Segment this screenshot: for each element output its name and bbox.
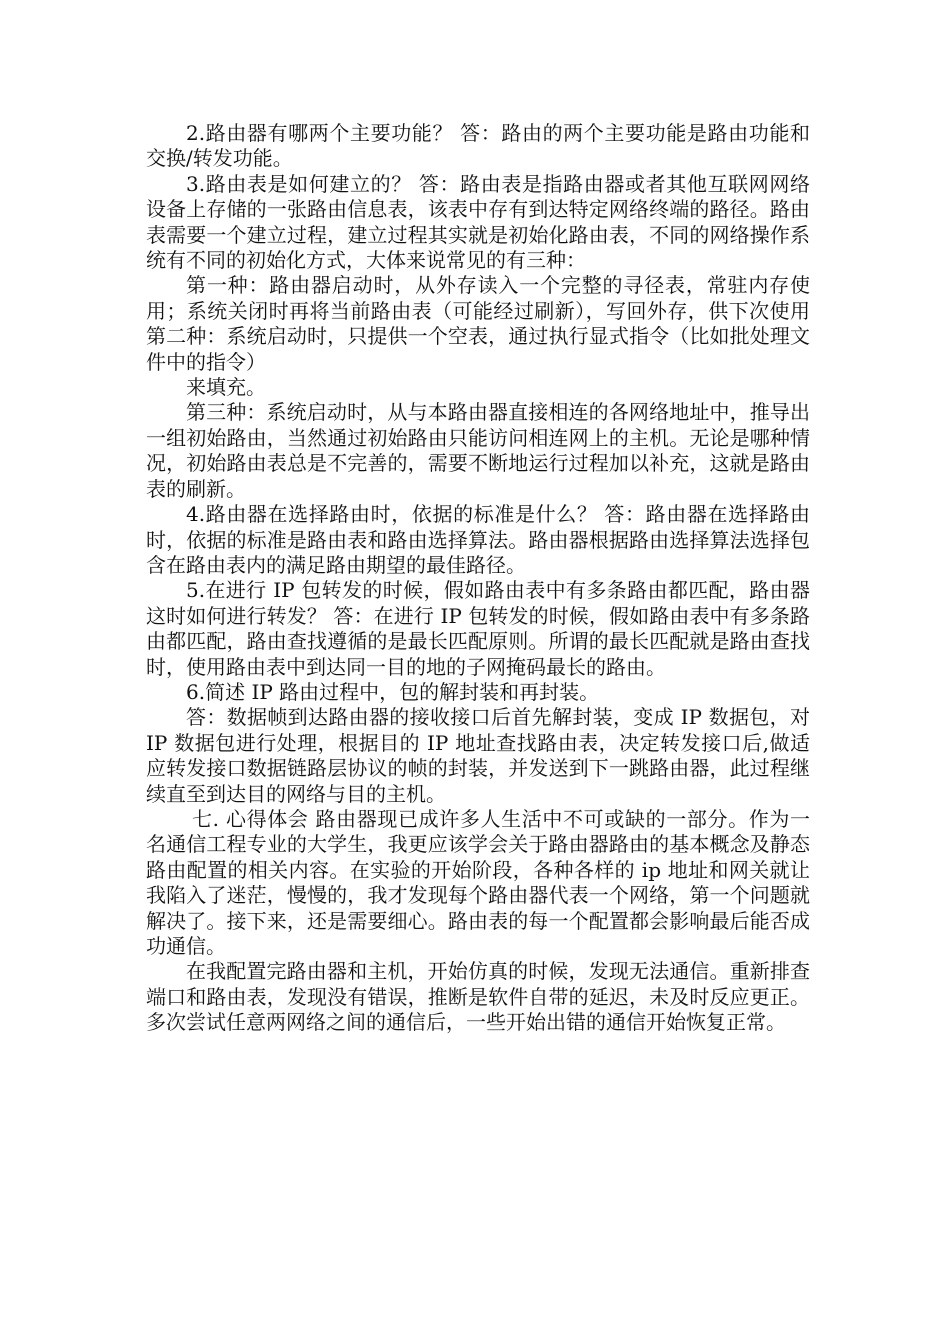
paragraph-q3: 3.路由表是如何建立的？ 答：路由表是指路由器或者其他互联网网络设备上存储的一张路由信息表，该表中存有到达特定网络终端的路径。路由表需要一个建立过程，建立过程其实就是初始化路由表，不同的网络操作系统有不同的初始化方式，大体来说常见的有三种： [146,171,810,273]
paragraph-method-1-2: 第一种：路由器启动时，从外存读入一个完整的寻径表，常驻内存使用；系统关闭时再将当前路由表（可能经过刷新），写回外存，供下次使用 第二种：系统启动时，只提供一个空表，通过执行显式指令（比如批处理文件中的指令） [146,273,810,374]
paragraph-q6: 6.简述 IP 路由过程中，包的解封装和再封装。 [186,679,600,704]
paragraph-section-7: 七. 心得体会 路由器现已成许多人生活中不可或缺的一部分。作为一名通信工程专业的大学生，我更应该学会关于路由器路由的基本概念及静态路由配置的相关内容。在实验的开始阶段，各种各样的 ip 地址和网关就让我陷入了迷茫，慢慢的，我才发现每个路由器代表一个网络，第一个问题就解决了。接下来，还是需要细心。路由表的每一个配置都会影响最后能否成功通信。 [146,806,810,958]
paragraph-fill: 来填充。 [186,375,266,400]
paragraph-q2: 2.路由器有哪两个主要功能？ 答：路由的两个主要功能是路由功能和交换/转发功能。 [146,121,810,171]
paragraph-method-3: 第三种：系统启动时，从与本路由器直接相连的各网络地址中，推导出一组初始路由，当然通过初始路由只能访问相连网上的主机。无论是哪种情况，初始路由表总是不完善的，需要不断地运行过程加以补充，这就是路由表的刷新。 [146,400,810,501]
paragraph-q4: 4.路由器在选择路由时，依据的标准是什么？ 答：路由器在选择路由时，依据的标准是路由表和路由选择算法。路由器根据路由选择算法选择包含在路由表内的满足路由期望的最佳路径。 [146,502,810,577]
paragraph-q5: 5.在进行 IP 包转发的时候，假如路由表中有多条路由都匹配，路由器这时如何进行转发？ 答：在进行 IP 包转发的时候，假如路由表中有多条路由都匹配，路由查找遵循的是最长匹配原则。所谓的最长匹配就是路由查找时，使用路由表中到达同一目的地的子网掩码最长的路由。 [146,578,810,679]
paragraph-reflection: 在我配置完路由器和主机，开始仿真的时候，发现无法通信。重新排查端口和路由表，发现没有错误，推断是软件自带的延迟，未及时反应更正。多次尝试任意两网络之间的通信后，一些开始出错的通信开始恢复正常。 [146,959,810,1035]
document-page [146,121,810,1036]
paragraph-q6-answer: 答：数据帧到达路由器的接收接口后首先解封装，变成 IP 数据包，对 IP 数据包进行处理，根据目的 IP 地址查找路由表，决定转发接口后,做适应转发接口数据链路层协议的帧的封装，并发送到下一跳路由器，此过程继续直至到达目的网络与目的主机。 [146,705,810,806]
